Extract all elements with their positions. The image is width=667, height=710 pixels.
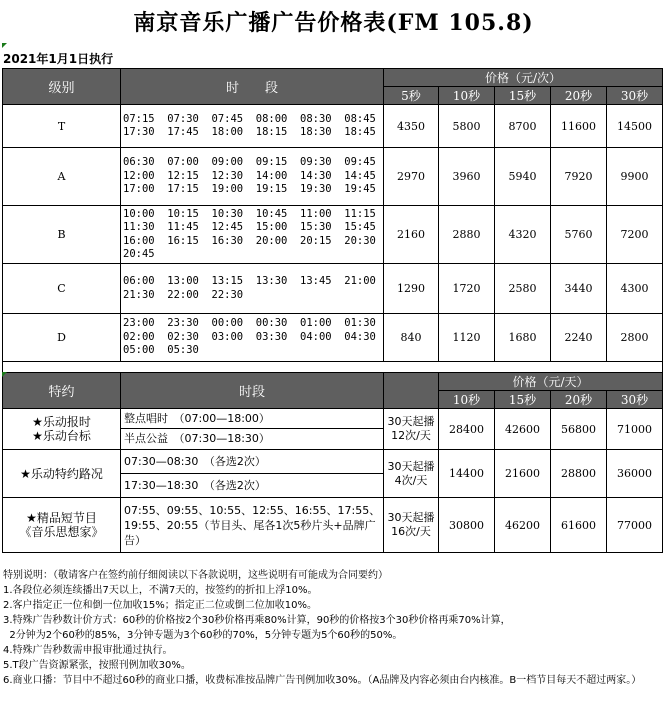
price-cell: 8700 xyxy=(495,105,551,148)
special-time: 17:30—18:30 （各选2次） xyxy=(121,474,384,498)
header-price: 价格（元/次） xyxy=(384,69,663,87)
price-cell: 28800 xyxy=(551,450,607,498)
price-cell: 2240 xyxy=(551,314,607,362)
price-cell: 46200 xyxy=(495,498,551,553)
note-line: 5.T段广告资源紧张，按照刊例加收30%。 xyxy=(3,660,191,671)
note-line: 特别说明：（敬请客户在签约前仔细阅读以下各款说明，这些说明有可能成为合同要约） xyxy=(3,570,388,581)
table-row xyxy=(3,314,663,362)
price-cell: 840 xyxy=(384,314,439,362)
header-level: 级别 xyxy=(3,69,121,105)
price-table xyxy=(2,68,663,378)
level-label: T xyxy=(3,105,121,148)
note-line: 4.特殊广告秒数需申报审批通过执行。 xyxy=(3,645,173,656)
price-cell: 56800 xyxy=(551,409,607,450)
special-time: 07:30—08:30 （各选2次） xyxy=(121,450,384,474)
note-line: 2.客户指定正一位和倒一位加收15%；指定正二位或倒二位加收10%。 xyxy=(3,600,317,611)
price-cell: 4320 xyxy=(495,206,551,264)
price-cell: 1720 xyxy=(439,264,495,314)
price-cell: 2800 xyxy=(607,314,663,362)
header-time: 时 段 xyxy=(121,69,384,105)
effective-date: 2021年1月1日执行 xyxy=(3,52,114,66)
price-cell: 42600 xyxy=(495,409,551,450)
time-slots: 06:00 13:00 13:15 13:30 13:45 21:00 21:30 22:00 22:30 xyxy=(121,264,384,314)
level-label: B xyxy=(3,206,121,264)
note-line: 1.各段位必须连续播出7天以上，不满7天的，按签约的折扣上浮10%。 xyxy=(3,585,318,596)
special-name: ★精品短节目 《音乐思想家》 xyxy=(3,498,121,553)
table-row xyxy=(3,105,663,148)
price-cell: 36000 xyxy=(607,450,663,498)
cell-marker xyxy=(2,43,7,48)
note-line: 2分钟为2个60秒的85%，3分钟专题为3个60秒的70%，5分钟专题为5个60秒的50%。 xyxy=(3,630,403,641)
header-special: 特约 xyxy=(3,373,121,409)
price-cell: 28400 xyxy=(439,409,495,450)
price-cell: 1120 xyxy=(439,314,495,362)
level-label: C xyxy=(3,264,121,314)
note-line: 3.特殊广告秒数计价方式：60秒的价格按2个30秒价格再乘80%计算，90秒的价格按3个30秒价格再乘70%计算， xyxy=(3,615,511,626)
special-table xyxy=(2,372,663,553)
price-cell: 1290 xyxy=(384,264,439,314)
price-cell: 71000 xyxy=(607,409,663,450)
duration-header: 30秒 xyxy=(607,391,663,409)
price-cell: 14400 xyxy=(439,450,495,498)
duration-header: 15秒 xyxy=(495,391,551,409)
price-cell: 7920 xyxy=(551,148,607,206)
price-cell: 61600 xyxy=(551,498,607,553)
header-time: 时段 xyxy=(121,373,384,409)
special-time: 半点公益 （07:30—18:30） xyxy=(121,429,384,450)
price-cell: 5760 xyxy=(551,206,607,264)
special-time: 07:55、09:55、10:55、12:55、16:55、17:55、19:55、20:55（节目头、尾各1次5秒片头+品牌广告） xyxy=(121,498,384,553)
duration-header: 5秒 xyxy=(384,87,439,105)
price-cell: 11600 xyxy=(551,105,607,148)
special-name: ★乐动特约路况 xyxy=(3,450,121,498)
time-slots: 23:00 23:30 00:00 00:30 01:00 01:30 02:00 02:30 03:00 03:30 04:00 04:30 05:00 05:30 xyxy=(121,314,384,362)
price-cell: 3960 xyxy=(439,148,495,206)
table-row xyxy=(3,409,663,429)
table-row xyxy=(3,206,663,264)
price-cell: 3440 xyxy=(551,264,607,314)
time-slots: 10:00 10:15 10:30 10:45 11:00 11:15 11:30 11:45 12:45 15:00 15:30 15:45 16:00 16:15 16:30 20:00 20:15 20:30 20:45 xyxy=(121,206,384,264)
start-terms: 30天起播 4次/天 xyxy=(384,450,439,498)
price-cell: 2580 xyxy=(495,264,551,314)
table-row xyxy=(3,498,663,553)
duration-header: 20秒 xyxy=(551,391,607,409)
special-name: ★乐动报时 ★乐动台标 xyxy=(3,409,121,450)
price-cell: 9900 xyxy=(607,148,663,206)
duration-header: 10秒 xyxy=(439,391,495,409)
note-line: 6.商业口播：节目中不超过60秒的商业口播，收费标准按品牌广告刊例加收30%。（A品牌及内容必须由台内核准。B一档节目每天不超过两家。） xyxy=(3,675,642,686)
price-cell: 7200 xyxy=(607,206,663,264)
price-cell: 4350 xyxy=(384,105,439,148)
time-slots: 07:15 07:30 07:45 08:00 08:30 08:45 17:30 17:45 18:00 18:15 18:30 18:45 xyxy=(121,105,384,148)
price-cell: 2880 xyxy=(439,206,495,264)
price-cell: 2970 xyxy=(384,148,439,206)
level-label: D xyxy=(3,314,121,362)
price-cell: 4300 xyxy=(607,264,663,314)
table-row xyxy=(3,264,663,314)
price-cell: 77000 xyxy=(607,498,663,553)
page-title: 南京音乐广播广告价格表(FM 105.8) xyxy=(133,10,534,36)
price-cell: 30800 xyxy=(439,498,495,553)
price-cell: 5800 xyxy=(439,105,495,148)
price-cell: 2160 xyxy=(384,206,439,264)
time-slots: 06:30 07:00 09:00 09:15 09:30 09:45 12:00 12:15 12:30 14:00 14:30 14:45 17:00 17:15 19:00 19:15 19:30 19:45 xyxy=(121,148,384,206)
price-cell: 14500 xyxy=(607,105,663,148)
start-terms: 30天起播 12次/天 xyxy=(384,409,439,450)
special-time: 整点唱时 （07:00—18:00） xyxy=(121,409,384,429)
price-cell: 21600 xyxy=(495,450,551,498)
price-cell: 5940 xyxy=(495,148,551,206)
start-terms: 30天起播 16次/天 xyxy=(384,498,439,553)
duration-header: 10秒 xyxy=(439,87,495,105)
level-label: A xyxy=(3,148,121,206)
duration-header: 20秒 xyxy=(551,87,607,105)
table-row xyxy=(3,450,663,474)
price-cell: 1680 xyxy=(495,314,551,362)
cell-marker xyxy=(2,372,7,377)
duration-header: 30秒 xyxy=(607,87,663,105)
header-price: 价格（元/天） xyxy=(439,373,663,391)
table-row xyxy=(3,148,663,206)
duration-header: 15秒 xyxy=(495,87,551,105)
notes-section xyxy=(3,568,663,688)
header-blank xyxy=(384,373,439,409)
